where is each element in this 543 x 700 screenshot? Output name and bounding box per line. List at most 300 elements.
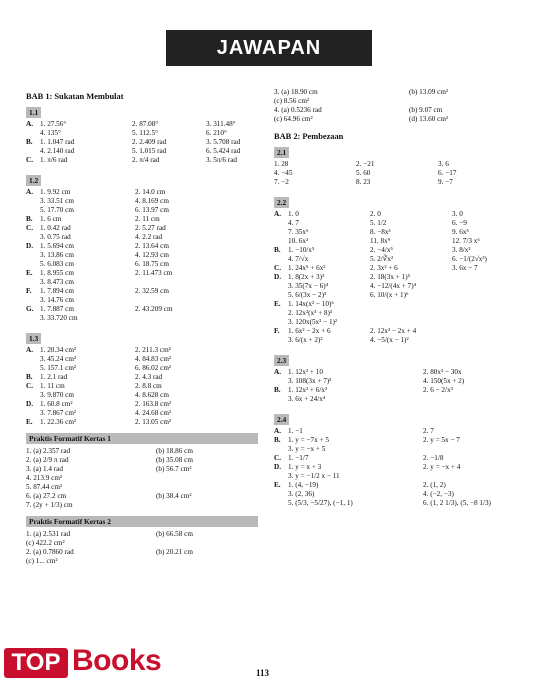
answer-row (26, 418, 258, 427)
answer-row (274, 318, 522, 327)
answer-item: 2. 0 (370, 210, 381, 218)
part-letter: A. (26, 188, 33, 196)
answer-item: 3. 120x(5x² − 1)² (288, 318, 338, 326)
part-letter: G. (26, 305, 34, 313)
answer-item: 4. 213.9 cm² (26, 474, 63, 482)
answer-item: 2. 80x³ − 30x (423, 368, 462, 376)
part-letter: A. (26, 346, 33, 354)
answer-item: 6. 5.424 rad (206, 147, 241, 155)
answer-row (26, 233, 258, 242)
answer-row (274, 264, 522, 273)
section-tag-2-1: 2.1 (274, 147, 289, 158)
answer-row (274, 115, 522, 124)
left-column (26, 88, 258, 569)
answer-item: 1. 1.047 rad (40, 138, 75, 146)
answer-item: 2. 11 cm (135, 215, 160, 223)
answer-item: 1. 8.955 cm (40, 269, 74, 277)
answer-item: 2. 3x² + 6 (370, 264, 398, 272)
answer-item: 3. 6x + 24/x⁴ (288, 395, 326, 403)
answer-item: 5. 87.44 cm² (26, 483, 63, 491)
part-letter (274, 318, 288, 327)
part-letter: A. (274, 210, 281, 218)
answer-item: 1. −1/7 (288, 454, 309, 462)
answer-row (274, 88, 522, 97)
answer-row (274, 300, 522, 309)
answer-item: 1. 0 (288, 210, 299, 218)
answer-row (26, 557, 258, 566)
part-letter: F. (274, 327, 280, 335)
answer-item: 4. 2.2 rad (135, 233, 163, 241)
part-letter (26, 409, 40, 418)
answer-item: 1. 28 (274, 160, 289, 168)
answer-item: 1. −10/x⁵ (288, 246, 315, 254)
answer-row (26, 492, 258, 501)
answer-row (274, 499, 522, 508)
part-letter (274, 395, 288, 404)
answer-item: 6. 86.02 cm² (135, 364, 172, 372)
answer-row (26, 287, 258, 296)
section-2-1-answers (274, 160, 522, 187)
answer-row (26, 129, 258, 138)
answer-item: (b) 56.7 cm² (156, 465, 192, 473)
answer-item: 2. 13.64 cm (135, 242, 169, 250)
answer-row (274, 427, 522, 436)
answer-row (26, 215, 258, 224)
answer-row (274, 178, 522, 187)
answer-item: 3. 7.867 cm² (40, 409, 77, 417)
answer-item: 9. 6x⁵ (452, 228, 469, 236)
answer-item: 1. (a) 2.357 rad (26, 447, 71, 455)
answer-item: 5. 157.1 cm² (40, 364, 77, 372)
answer-item: 3. 45.24 cm² (40, 355, 77, 363)
answer-item: 2. 11.473 cm (135, 269, 173, 277)
answer-item: 4. 2.140 rad (40, 147, 75, 155)
answer-item: 2. 14.0 cm (135, 188, 166, 196)
section-2-2-answers (274, 210, 522, 345)
answer-row (26, 548, 258, 557)
section-tag-1-2: 1.2 (26, 175, 41, 186)
answer-row (26, 501, 258, 510)
answer-row (274, 106, 522, 115)
answer-row (26, 364, 258, 373)
answer-item: 1. 9.92 cm (40, 188, 71, 196)
answer-row (26, 242, 258, 251)
answer-row (26, 269, 258, 278)
formative-paper-1-heading: Praktis Formatif Kertas 1 (26, 433, 258, 444)
answer-item: (c) 8.56 cm² (274, 97, 310, 105)
section-tag-2-3: 2.3 (274, 355, 289, 366)
part-letter: C. (26, 156, 33, 164)
answer-item: 3. (2, 36) (288, 490, 315, 498)
answer-row (274, 97, 522, 106)
part-letter: E. (26, 418, 33, 426)
paper-2-continued-answers (274, 88, 522, 124)
answer-item: 1. 14x(x² − 10)⁶ (288, 300, 334, 308)
part-letter: B. (26, 215, 33, 223)
answer-item: 3. 5.708 rad (206, 138, 241, 146)
answer-item: 3. (a) 1.4 rad (26, 465, 63, 473)
answer-row (26, 147, 258, 156)
answer-item: 2. 2.409 rad (132, 138, 167, 146)
part-letter (274, 237, 288, 246)
answer-item: 2. −21 (356, 160, 375, 168)
answer-row (274, 472, 522, 481)
answer-item: 4. 7 (288, 219, 299, 227)
part-letter (26, 206, 40, 215)
page-number: 113 (256, 668, 270, 678)
part-letter: B. (274, 436, 281, 444)
answer-item: 6. 13.97 cm (135, 206, 169, 214)
part-letter: F. (26, 287, 32, 295)
part-letter: D. (26, 242, 33, 250)
logo-top-badge: TOP (4, 648, 68, 678)
answer-row (274, 336, 522, 345)
part-letter (26, 391, 40, 400)
answer-item: 1. 0.42 rad (40, 224, 71, 232)
answer-item: 6. −17 (438, 169, 457, 177)
answer-item: 1. 6x² − 2x + 6 (288, 327, 331, 335)
answer-item: 1. (4, −19) (288, 481, 319, 489)
answer-row (274, 463, 522, 472)
answer-row (274, 395, 522, 404)
answer-item: (b) 66.58 cm (156, 530, 193, 538)
answer-item: 5. (5/3, −5/27), (−1, 1) (288, 499, 353, 507)
part-letter: D. (274, 463, 281, 471)
answer-row (26, 197, 258, 206)
part-letter (274, 490, 288, 499)
answer-item: 3. (a) 18.90 cm (274, 88, 318, 96)
answer-row (26, 409, 258, 418)
answer-row (26, 355, 258, 364)
answer-item: 4. (−2, −3) (423, 490, 454, 498)
answer-item: 3. 33.51 cm (40, 197, 74, 205)
answer-item: 1. 20.34 cm² (40, 346, 77, 354)
answer-row (26, 373, 258, 382)
answer-item: 1. 8(2x + 3)³ (288, 273, 325, 281)
answer-item: (b) 38.4 cm² (156, 492, 192, 500)
answer-item (370, 309, 452, 318)
answer-item: 3. 6 (438, 160, 449, 168)
part-letter (274, 377, 288, 386)
answer-row (26, 447, 258, 456)
answer-item: 3. 5π/6 rad (206, 156, 237, 164)
answer-item: 5. 6/(3x − 2)³ (288, 291, 327, 299)
answer-item: 2. y = −x + 4 (423, 463, 461, 471)
answer-item: 3. 33.720 cm (40, 314, 78, 322)
answer-item: 4. 8.169 cm (135, 197, 169, 205)
topbooks-logo (4, 636, 184, 686)
answer-item: 2. 87.08° (132, 120, 159, 128)
answer-item: 7. −2 (274, 178, 289, 186)
section-1-3-answers (26, 346, 258, 427)
answer-row (274, 237, 522, 246)
answer-item: 2. 12x² − 2x + 4 (370, 327, 417, 335)
answer-item: 3. 311.48° (206, 120, 236, 128)
answer-item: 4. 24.68 cm² (135, 409, 172, 417)
answer-row (26, 382, 258, 391)
answer-row (26, 391, 258, 400)
answer-item: 1. 22.36 cm² (40, 418, 77, 426)
answer-item: 4. 84.83 cm² (135, 355, 172, 363)
answer-item: 3. y = −1/2 x − 11 (288, 472, 340, 480)
answer-item: 2. 43.209 cm (135, 305, 173, 313)
answer-item: 3. 14.76 cm (40, 296, 74, 304)
part-letter: C. (26, 224, 33, 232)
part-letter: C. (274, 454, 281, 462)
answer-item: 5. 17.70 cm (40, 206, 74, 214)
answer-item: 2. (a) 2/9 π rad (26, 456, 69, 464)
answer-item: 9. −7 (438, 178, 453, 186)
answer-item (370, 300, 452, 309)
answer-item: 1. 60.8 cm² (40, 400, 73, 408)
answer-item: 5. 60 (356, 169, 371, 177)
answer-item: 2. 211.3 cm² (135, 346, 171, 354)
answer-item: (c) 64.96 cm² (274, 115, 313, 123)
answer-item: 6. (a) 27.2 cm (26, 492, 67, 500)
section-1-1-answers (26, 120, 258, 165)
answer-row (274, 282, 522, 291)
answer-item: 2. 8.8 cm (135, 382, 162, 390)
answer-row (26, 120, 258, 129)
answer-row (26, 260, 258, 269)
answer-item: 4. 135° (40, 129, 61, 137)
answer-item: 1. 12x² + 6/x³ (288, 386, 328, 394)
answer-row (274, 246, 522, 255)
answer-item: 7. 35x⁶ (288, 228, 309, 236)
answer-item: 2. π/4 rad (132, 156, 160, 164)
answer-row (26, 483, 258, 492)
answer-row (274, 445, 522, 454)
answer-item: 1. 6 cm (40, 215, 62, 223)
answer-item: 5. 1.015 rad (132, 147, 167, 155)
part-letter (274, 255, 288, 264)
answer-item: 4. 7/√x (288, 255, 309, 263)
answer-item: 1. y = x + 3 (288, 463, 322, 471)
answer-item: 2. (a) 0.7860 rad (26, 548, 74, 556)
part-letter: C. (26, 382, 33, 390)
section-tag-2-2: 2.2 (274, 197, 289, 208)
part-letter (26, 296, 40, 305)
answer-row (26, 539, 258, 548)
part-letter: C. (274, 264, 281, 272)
answer-row (274, 160, 522, 169)
part-letter: D. (274, 273, 281, 281)
part-letter (26, 314, 40, 323)
answer-row (274, 386, 522, 395)
answer-item: 4. 12.93 cm (135, 251, 169, 259)
answer-item: 3. 108(3x + 7)² (288, 377, 332, 385)
formative-paper-2-heading: Praktis Formatif Kertas 2 (26, 516, 258, 527)
answer-item: 1. 24x⁵ + 6x² (288, 264, 326, 272)
part-letter (274, 309, 288, 318)
answer-row (26, 138, 258, 147)
answer-item: (b) 18.86 cm (156, 447, 193, 455)
answer-row (26, 474, 258, 483)
answer-item: 2. −1/8 (423, 454, 444, 462)
answer-item: 1. 7.894 cm (40, 287, 74, 295)
answer-item: 3. 6x − 7 (452, 264, 478, 272)
answer-item: 4. 150(5x + 2) (423, 377, 465, 385)
answer-item: 2. 163.8 cm² (135, 400, 172, 408)
part-letter: A. (274, 368, 281, 376)
answer-row (274, 210, 522, 219)
answer-row (274, 309, 522, 318)
answer-item: 8. 23 (356, 178, 371, 186)
part-letter: E. (274, 300, 281, 308)
part-letter: A. (274, 427, 281, 435)
answer-item: 3. 0.75 rad (40, 233, 71, 241)
part-letter (274, 499, 288, 508)
chapter-1-heading: BAB 1: Sukatan Membulat (26, 92, 124, 101)
answer-row (274, 273, 522, 282)
answer-row (26, 156, 258, 165)
answer-row (26, 188, 258, 197)
answer-item: 1. 12x² + 10 (288, 368, 323, 376)
part-letter (26, 364, 40, 373)
part-letter: A. (26, 120, 33, 128)
answer-item: 2. (1, 2) (423, 481, 446, 489)
section-tag-1-3: 1.3 (26, 333, 41, 344)
logo-books-text: Books (72, 644, 162, 677)
answer-item: (b) 13.09 cm² (409, 88, 449, 96)
answer-item: 11. 8x⁹ (370, 237, 391, 245)
answer-item: 1. 7.887 cm (40, 305, 74, 313)
answer-item: 3. 0 (452, 210, 463, 218)
answer-item: 2. y = 5x − 7 (423, 436, 460, 444)
part-letter: B. (26, 373, 33, 381)
part-letter: B. (26, 138, 33, 146)
answer-item: 12. 7/3 x⁶ (452, 237, 480, 245)
answer-row (274, 228, 522, 237)
answer-item: 6. −9 (452, 219, 467, 227)
answer-item: 6. (1, 2 1/3), (5, −8 1/3) (423, 499, 491, 507)
answer-row (26, 296, 258, 305)
section-1-2-answers (26, 188, 258, 323)
answer-row (26, 224, 258, 233)
answer-item: 2. −4/x⁵ (370, 246, 393, 254)
answer-row (274, 255, 522, 264)
answer-item: 1. (a) 2.531 rad (26, 530, 71, 538)
answer-row (26, 346, 258, 355)
answer-item: 2. 7 (423, 427, 434, 435)
part-letter (26, 260, 40, 269)
answer-item: (c) 422.2 cm² (26, 539, 65, 547)
answer-row (26, 400, 258, 409)
part-letter (26, 233, 40, 242)
formative-paper-2-answers (26, 530, 258, 566)
answer-item: 4. −12/(4x + 7)⁴ (370, 282, 417, 290)
answer-row (274, 327, 522, 336)
part-letter (274, 219, 288, 228)
answer-item: 1. π/6 rad (40, 156, 68, 164)
answer-row (26, 305, 258, 314)
answer-item: 2. 13.05 cm² (135, 418, 172, 426)
answer-row (26, 314, 258, 323)
answer-item: 2. 6 − 2/x³ (423, 386, 453, 394)
answer-item: 3. 6/(x + 2)² (288, 336, 323, 344)
section-2-4-answers (274, 427, 522, 508)
answer-item: 1. 11 cm (40, 382, 65, 390)
answer-item: 5. 112.5° (132, 129, 158, 137)
part-letter (26, 147, 40, 156)
part-letter (274, 472, 288, 481)
part-letter: B. (274, 246, 281, 254)
formative-paper-1-answers (26, 447, 258, 510)
answer-item: 7. (2y + 1/3) cm (26, 501, 73, 509)
chapter-2-heading: BAB 2: Pembezaan (274, 132, 344, 141)
answer-item: (c) 1... cm² (26, 557, 58, 565)
answer-item: 6. 18.75 cm (135, 260, 169, 268)
part-letter (26, 355, 40, 364)
answer-item: 8. −8x³ (370, 228, 391, 236)
answer-item: 3. 35(7x − 6)⁴ (288, 282, 329, 290)
answer-item: 2. 4.3 rad (135, 373, 163, 381)
answer-item: 1. 2.1 rad (40, 373, 68, 381)
answer-item: 2. 32.59 cm (135, 287, 169, 295)
answer-item: 4. (a) 0.5236 rad (274, 106, 322, 114)
answer-item: 3. 9.870 cm (40, 391, 74, 399)
answer-item: 1. 27.56° (40, 120, 67, 128)
part-letter (274, 445, 288, 454)
answer-row (26, 251, 258, 260)
answer-row (26, 530, 258, 539)
answer-item: (d) 13.60 cm² (409, 115, 449, 123)
answer-row (274, 454, 522, 463)
answer-item: 6. 210° (206, 129, 227, 137)
answer-item: 1. y = −7x + 5 (288, 436, 329, 444)
answer-item: 5. 1/2 (370, 219, 387, 227)
answer-item: 5. 2/∛x² (370, 255, 394, 263)
section-2-3-answers (274, 368, 522, 404)
part-letter (274, 291, 288, 300)
answer-item: 6. 10/(x + 1)⁶ (370, 291, 409, 299)
answer-item: 6. −1/(2√x³) (452, 255, 487, 263)
answer-item: 2. 18(3x + 1)⁵ (370, 273, 411, 281)
answer-row (274, 169, 522, 178)
answer-row (274, 481, 522, 490)
answer-item: 3. 13.86 cm (40, 251, 74, 259)
answer-row (274, 436, 522, 445)
answer-row (26, 456, 258, 465)
answer-item: (b) 35.08 cm (156, 456, 193, 464)
answer-item: 4. −5/(x − 1)² (370, 336, 409, 344)
answer-item: (b) 9.07 cm (409, 106, 443, 114)
part-letter (26, 251, 40, 260)
answer-item: 3. y = −x + 5 (288, 445, 326, 453)
part-letter (274, 282, 288, 291)
part-letter: E. (26, 269, 33, 277)
part-letter: E. (274, 481, 281, 489)
answer-item: 2. 12x²(x³ + 8)³ (288, 309, 333, 317)
answer-item: 3. 8.473 cm (40, 278, 74, 286)
answer-item (370, 318, 452, 327)
section-tag-2-4: 2.4 (274, 414, 289, 425)
part-letter: D. (26, 400, 33, 408)
section-tag-1-1: 1.1 (26, 107, 41, 118)
answer-row (26, 278, 258, 287)
answer-row (274, 490, 522, 499)
part-letter (26, 197, 40, 206)
part-letter (26, 278, 40, 287)
answer-item: 4. −45 (274, 169, 293, 177)
part-letter (274, 336, 288, 345)
page-title: JAWAPAN (166, 30, 372, 66)
answer-item: (b) 20.21 cm (156, 548, 193, 556)
answer-item: 4. 8.628 cm (135, 391, 169, 399)
answer-item: 2. 5.27 rad (135, 224, 166, 232)
answer-row (274, 377, 522, 386)
answer-item: 1. 5.694 cm (40, 242, 74, 250)
